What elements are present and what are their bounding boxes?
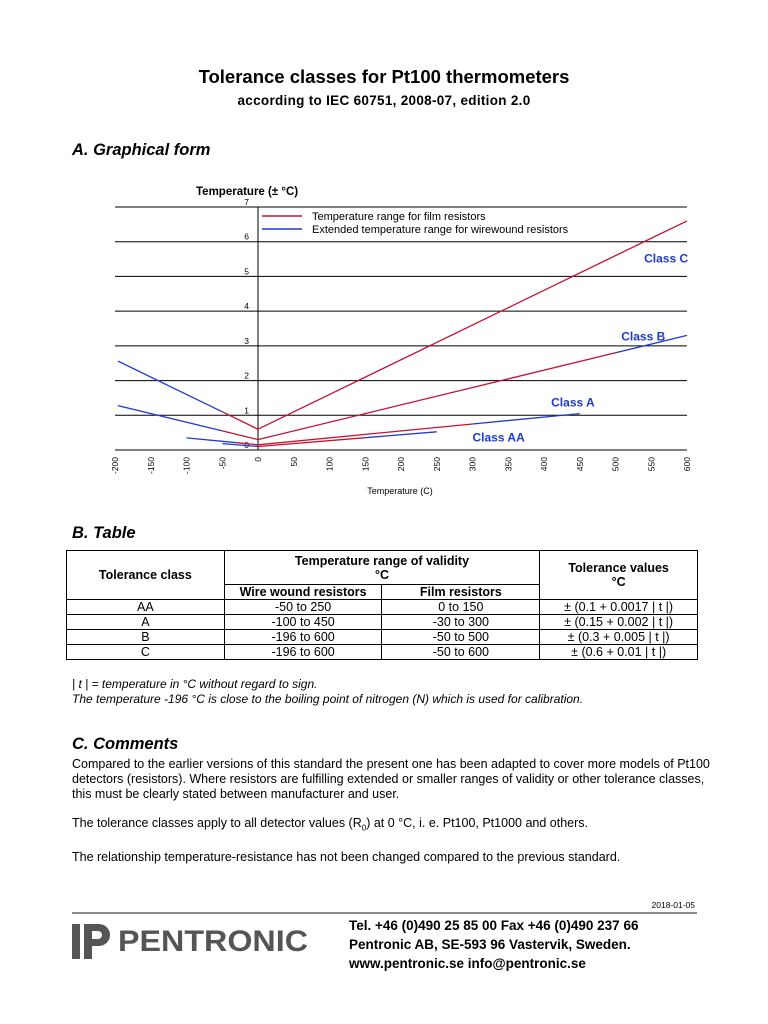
legend-entry-label: Temperature range for film resistors — [312, 211, 486, 223]
chart-y-tick-label: 1 — [244, 405, 249, 416]
table-row — [67, 630, 698, 645]
chart-series-line — [237, 424, 473, 445]
chart-series-line — [365, 432, 437, 438]
chart-class-label: Class A — [551, 395, 595, 410]
chart-series-line — [118, 361, 222, 412]
chart-y-tick-label: 4 — [244, 301, 249, 312]
chart-y-tick-label: 3 — [244, 335, 249, 346]
section-a-heading: A. Graphical form — [72, 141, 211, 159]
note-nitrogen: The temperature -196 °C is close to the boiling point of nitrogen (N) which is used for calibration. — [72, 692, 584, 706]
section-c-heading: C. Comments — [72, 735, 179, 753]
chart-x-tick-label: 350 — [503, 457, 514, 472]
cell-tol: ± (0.6 + 0.01 | t |) — [540, 645, 698, 660]
cell-tol: ± (0.1 + 0.0017 | t |) — [540, 600, 698, 615]
cell-class: C — [67, 645, 225, 660]
chart-class-label: Class B — [621, 329, 666, 344]
cell-film: -30 to 300 — [382, 615, 540, 630]
comments-body — [72, 757, 712, 879]
cell-tol: ± (0.3 + 0.005 | t |) — [540, 630, 698, 645]
chart-x-axis-label: Temperature (C) — [367, 486, 433, 496]
cell-class: AA — [67, 600, 225, 615]
header-wire-wound: Wire wound resistors — [224, 585, 382, 600]
chart-series-line — [118, 406, 222, 431]
chart-x-tick-label: 250 — [431, 457, 442, 472]
chart-legend — [262, 211, 569, 236]
tolerance-table — [66, 550, 698, 660]
chart-class-label: Class C — [644, 251, 689, 266]
logo-wordmark: PENTRONIC — [118, 925, 308, 958]
header-film: Film resistors — [382, 585, 540, 600]
cell-wire: -50 to 250 — [224, 600, 382, 615]
tolerance-chart — [60, 180, 710, 500]
comment-p2-subscript: 0 — [361, 823, 367, 833]
notes — [72, 677, 712, 707]
cell-wire: -196 to 600 — [224, 645, 382, 660]
chart-x-tick-label: 400 — [539, 457, 549, 472]
chart-x-tick-label: 600 — [682, 457, 692, 472]
chart-x-tick-label: -50 — [217, 457, 228, 470]
pentronic-logo-icon — [72, 924, 110, 959]
pentronic-logo — [72, 918, 317, 966]
chart-x-tick-label: -150 — [145, 457, 156, 475]
table-header-row — [67, 551, 698, 585]
comment-p2-text-end: ) at 0 °C, i. e. Pt100, Pt1000 and others. — [366, 816, 588, 830]
cell-class: A — [67, 615, 225, 630]
chart-y-tick-label: 2 — [244, 370, 249, 381]
header-range — [224, 551, 539, 585]
chart-x-tick-label: -100 — [181, 457, 192, 475]
contact-web-email: www.pentronic.se info@pentronic.se — [349, 956, 586, 971]
chart-x-tick-label: 50 — [288, 457, 299, 467]
comment-p2-text: The tolerance classes apply to all detector values (R — [72, 816, 362, 830]
comment-paragraph-1: Compared to the earlier versions of this standard the present one has been adapted to cover more models of Pt100 detectors (resistors). Where resistors are fulfilling extended or smaller ranges of validity or other tolerance classes, this must be clearly stated between manufacturer and user. — [72, 757, 710, 801]
chart-y-tick-label: 6 — [244, 231, 249, 242]
chart-series-line — [222, 221, 687, 429]
chart-x-tick-label: 550 — [646, 457, 657, 472]
cell-film: -50 to 600 — [382, 645, 540, 660]
header-range-label: Temperature range of validity — [294, 553, 470, 568]
section-b-heading: B. Table — [72, 524, 136, 542]
chart-x-tick-label: 200 — [396, 457, 406, 472]
header-tolerance-class: Tolerance class — [67, 551, 225, 600]
cell-film: 0 to 150 — [382, 600, 540, 615]
cell-class: B — [67, 630, 225, 645]
page-title: Tolerance classes for Pt100 thermometers — [198, 66, 570, 87]
legend-entry-label: Extended temperature range for wirewound resistors — [312, 224, 569, 236]
chart-x-tick-label: -200 — [110, 457, 120, 475]
chart-class-label: Class AA — [472, 430, 525, 445]
header-range-unit: °C — [374, 567, 389, 582]
header-tolerance-values — [540, 551, 698, 600]
chart-y-axis-label: Temperature (± °C) — [196, 186, 299, 198]
table-row — [67, 645, 698, 660]
chart-x-tick-label: 450 — [574, 457, 585, 472]
contact-phone-fax: Tel. +46 (0)490 25 85 00 Fax +46 (0)490 237 66 — [349, 918, 639, 933]
note-t-definition: | t | = temperature in °C without regard to sign. — [72, 677, 318, 691]
footer-divider — [72, 912, 697, 914]
cell-film: -50 to 500 — [382, 630, 540, 645]
comment-paragraph-3: The relationship temperature-resistance has not been changed compared to the previous standard. — [72, 849, 621, 864]
comment-paragraph-2 — [72, 816, 712, 836]
page-subtitle: according to IEC 60751, 2008-07, edition 2.0 — [237, 93, 531, 108]
chart-x-tick-label: 100 — [324, 457, 335, 472]
chart-x-tick-label: 150 — [360, 457, 371, 472]
chart-x-tick-label: 500 — [610, 457, 621, 472]
chart-y-tick-label: 0 — [244, 440, 249, 450]
chart-x-tick-label: 0 — [253, 457, 263, 462]
contact-address: Pentronic AB, SE-593 96 Vastervik, Sweden. — [349, 937, 631, 952]
cell-wire: -100 to 450 — [224, 615, 382, 630]
table-row — [67, 600, 698, 615]
chart-y-tick-label: 5 — [244, 266, 249, 277]
chart-y-tick-label: 7 — [244, 197, 249, 207]
chart-x-tick-label: 300 — [467, 457, 478, 472]
document-date: 2018-01-05 — [651, 900, 695, 910]
header-tol-label: Tolerance values — [568, 561, 669, 575]
cell-wire: -196 to 600 — [224, 630, 382, 645]
cell-tol: ± (0.15 + 0.002 | t |) — [540, 615, 698, 630]
table-row — [67, 615, 698, 630]
chart-series-line — [187, 438, 237, 443]
header-tol-unit: °C — [611, 575, 626, 589]
